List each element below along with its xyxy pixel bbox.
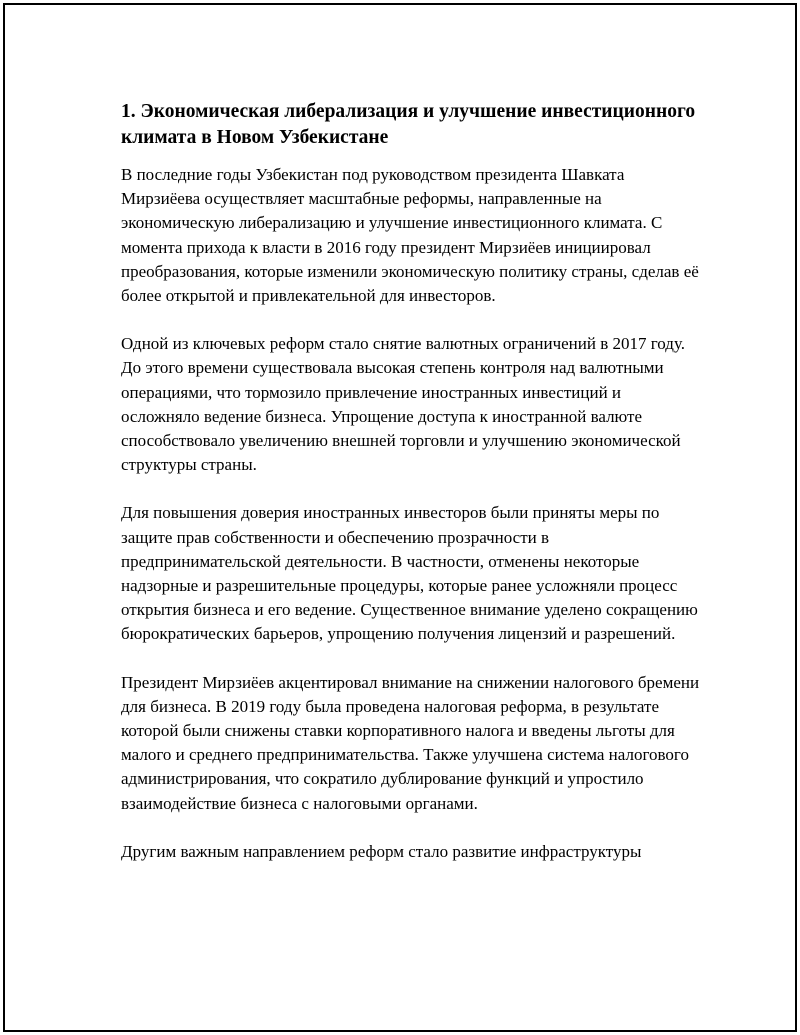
document-body [121, 99, 701, 888]
paragraph-2: Одной из ключевых реформ стало снятие валютных ограничений в 2017 году. До этого времени существовала высокая степень контроля над валютными операциями, что тормозило привлечение иностранных инвестиций и осложняло ведение бизнеса. Упрощение доступа к иностранной валюте способствовало увеличению внешней торговли и улучшению экономической структуры страны. [121, 334, 686, 475]
paragraph-3: Для повышения доверия иностранных инвесторов были приняты меры по защите прав собственности и обеспечению прозрачности в предпринимательской деятельности. В частности, отменены некоторые надзорные и разрешительные процедуры, которые ранее усложняли процесс открытия бизнеса и его ведение. Существенное внимание уделено сокращению бюрократических барьеров, упрощению получения лицензий и разрешений. [121, 503, 698, 644]
section-heading: 1. Экономическая либерализация и улучшение инвестиционного климата в Новом Узбекистане [121, 101, 696, 148]
paragraph-5: Другим важным направлением реформ стало развитие инфраструктуры [121, 841, 642, 861]
page-frame [3, 3, 797, 1032]
paragraph-1: В последние годы Узбекистан под руководством президента Шавката Мирзиёева осуществляет масштабные реформы, направленные на экономическую либерализацию и улучшение инвестиционного климата. С момента прихода к власти в 2016 году президент Мирзиёев инициировал преобразования, которые изменили экономическую политику страны, сделав её более открытой и привлекательной для инвесторов. [121, 165, 699, 306]
paragraph-4: Президент Мирзиёев акцентировал внимание на снижении налогового бремени для бизнеса. В 2019 году была проведена налоговая реформа, в результате которой были снижены ставки корпоративного налога и введены льготы для малого и среднего предпринимательства. Также улучшена система налогового администрирования, что сократило дублирование функций и упростило взаимодействие бизнеса с налоговыми органами. [121, 672, 700, 813]
